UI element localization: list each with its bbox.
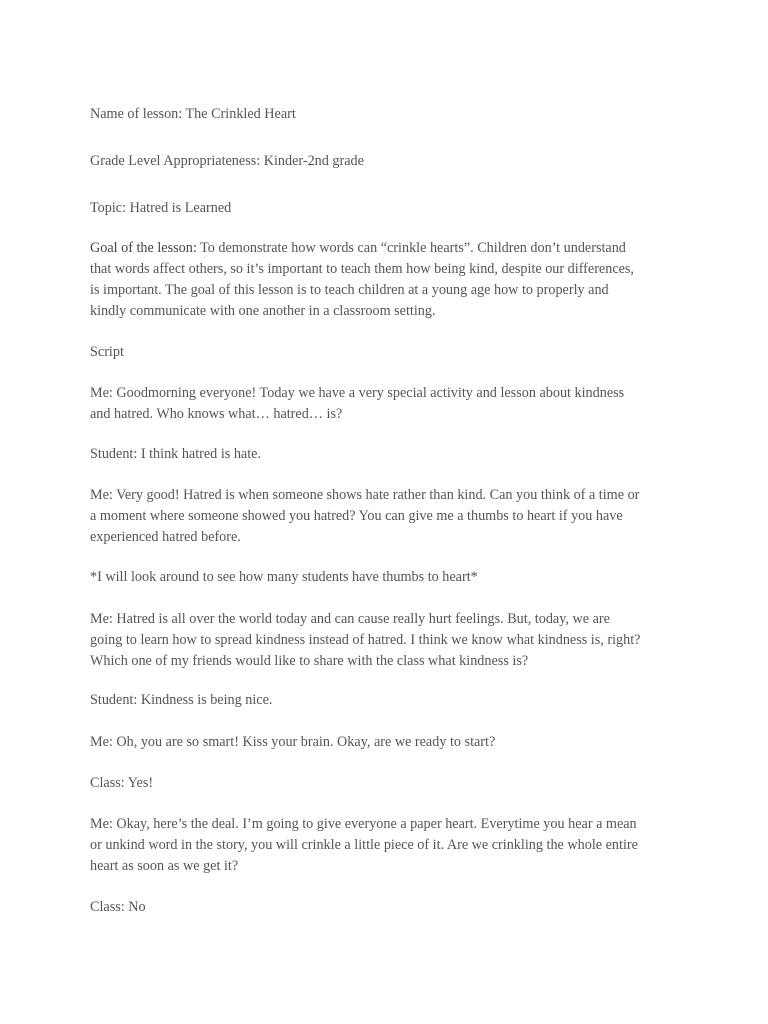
goal-text-1: To demonstrate how words can “crinkle hearts”. Children don’t understand xyxy=(196,240,626,256)
script-line: and hatred. Who knows what… hatred… is? xyxy=(90,406,343,422)
script-line: *I will look around to see how many students have thumbs to heart* xyxy=(90,569,478,585)
script-paragraph-8 xyxy=(90,773,690,794)
script-line: Student: Kindness is being nice. xyxy=(90,692,273,708)
script-line: going to learn how to spread kindness instead of hatred. I think we know what kindness is, right? xyxy=(90,632,641,648)
script-paragraph-9 xyxy=(90,814,690,877)
script-heading-text: Script xyxy=(90,344,124,360)
script-paragraph-7 xyxy=(90,732,690,753)
script-line: Me: Oh, you are so smart! Kiss your brain. Okay, are we ready to start? xyxy=(90,734,496,750)
script-line: experienced hatred before. xyxy=(90,529,241,545)
goal-line-2: that words affect others, so it’s important to teach them how being kind, despite our differences, xyxy=(90,261,634,277)
grade-level xyxy=(90,151,690,172)
script-line: Class: No xyxy=(90,899,146,915)
script-line: heart as soon as we get it? xyxy=(90,858,239,874)
goal-line-3: is important. The goal of this lesson is to teach children at a young age how to properly and xyxy=(90,282,609,298)
topic-text: Topic: Hatred is Learned xyxy=(90,200,232,216)
goal-paragraph xyxy=(90,238,690,322)
script-paragraph-10 xyxy=(90,897,690,918)
lesson-name-text: Name of lesson: The Crinkled Heart xyxy=(90,106,296,122)
topic xyxy=(90,198,690,219)
script-line: Me: Goodmorning everyone! Today we have a very special activity and lesson about kindness xyxy=(90,385,625,401)
grade-level-text: Grade Level Appropriateness: Kinder-2nd grade xyxy=(90,153,364,169)
script-line: Which one of my friends would like to share with the class what kindness is? xyxy=(90,653,529,669)
script-line: Me: Hatred is all over the world today and can cause really hurt feelings. But, today, we are xyxy=(90,611,610,627)
goal-line-4: kindly communicate with one another in a classroom setting. xyxy=(90,303,436,319)
script-paragraph-3 xyxy=(90,485,690,548)
script-paragraph-5 xyxy=(90,609,690,672)
script-paragraph-6 xyxy=(90,690,690,711)
lesson-name xyxy=(90,104,690,125)
script-paragraph-1 xyxy=(90,383,690,425)
script-line: Me: Very good! Hatred is when someone shows hate rather than kind. Can you think of a time or xyxy=(90,487,640,503)
script-paragraph-2 xyxy=(90,444,690,465)
script-line: Student: I think hatred is hate. xyxy=(90,446,262,462)
script-line: Me: Okay, here’s the deal. I’m going to give everyone a paper heart. Everytime you hear a mean xyxy=(90,816,637,832)
script-line: a moment where someone showed you hatred? You can give me a thumbs to heart if you have xyxy=(90,508,623,524)
script-paragraph-4 xyxy=(90,567,690,588)
script-line: Class: Yes! xyxy=(90,775,154,791)
script-line: or unkind word in the story, you will crinkle a little piece of it. Are we crinkling the whole entire xyxy=(90,837,638,853)
goal-label: Goal of the lesson: xyxy=(90,240,197,256)
script-heading xyxy=(90,342,690,363)
goal-line-1 xyxy=(90,238,690,259)
